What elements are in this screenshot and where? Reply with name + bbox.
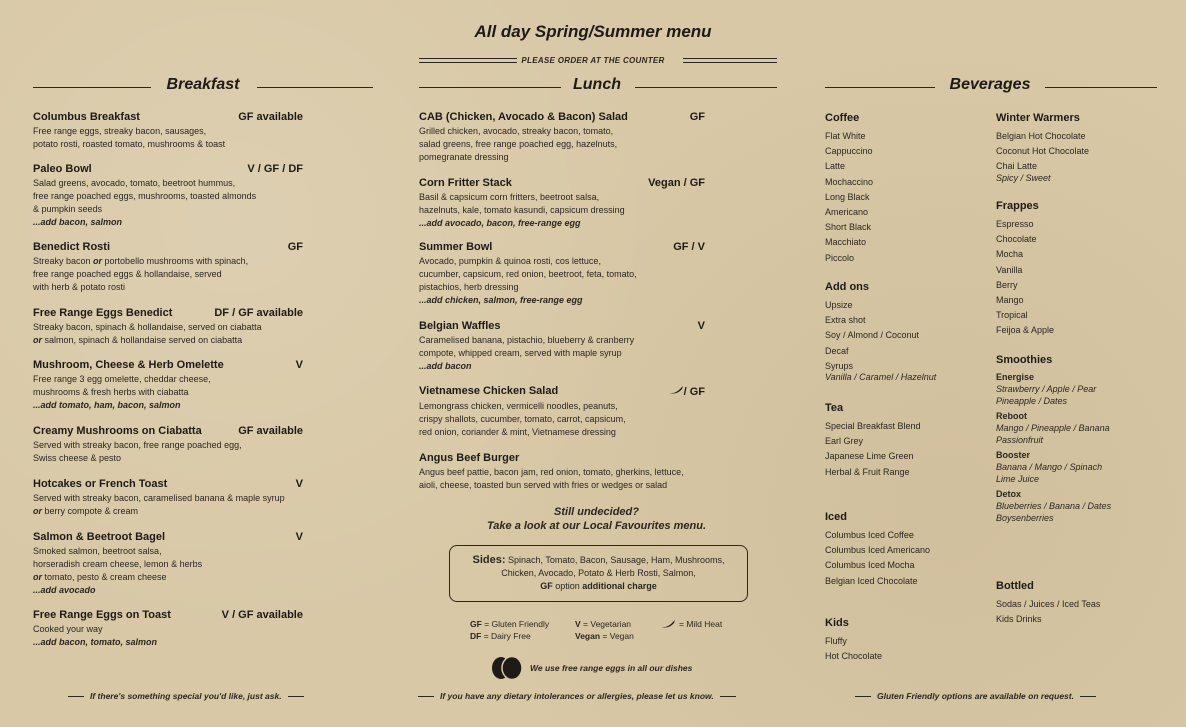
item-dietary-tag: V	[295, 531, 303, 543]
item-dietary-tag: GF available	[238, 111, 303, 123]
item-header	[419, 241, 705, 254]
beverage-group	[825, 111, 873, 266]
item-description: pistachios, herb dressing	[419, 282, 519, 292]
menu-item	[419, 452, 705, 492]
item-tag	[222, 609, 303, 622]
beverage-group	[996, 111, 1089, 186]
item-tag	[668, 385, 705, 399]
beverage-item: Belgian Iced Chocolate	[825, 575, 918, 586]
item-header	[419, 452, 705, 465]
smoothie-ingredients: Boysenberries	[996, 512, 1054, 523]
menu-item	[33, 163, 303, 229]
beverage-item: Belgian Hot Chocolate	[996, 131, 1086, 141]
item-tag	[214, 307, 303, 320]
item-header	[33, 609, 303, 622]
legend-text: = Vegan	[602, 631, 634, 641]
item-tag	[296, 478, 303, 491]
smoothie-name: Booster	[996, 450, 1031, 460]
footer-text: If there's something special you'd like, just ask.	[90, 691, 282, 701]
beverage-item: Extra shot	[825, 315, 866, 326]
item-header	[33, 111, 303, 124]
item-description: crispy shallots, cucumber, tomato, carrot, capsicum,	[419, 414, 626, 424]
item-description: potato rosti, roasted tomato, mushrooms & toast	[33, 139, 226, 149]
undecided-line: Still undecided?	[554, 506, 639, 518]
charge-text: additional charge	[582, 581, 657, 591]
item-add-ons: ...add bacon, tomato, salmon	[33, 637, 158, 647]
item-description: Streaky bacon, spinach & hollandaise, served on ciabatta	[33, 322, 262, 332]
item-description: mushrooms & fresh herbs with ciabatta	[33, 387, 189, 397]
beverage-item: Cappuccino	[825, 146, 873, 157]
beverage-item: Americano	[825, 207, 869, 218]
eggs-note	[490, 656, 692, 680]
beverage-options: Spicy / Sweet	[996, 172, 1051, 183]
smoothie-ingredients: Passionfruit	[996, 434, 1044, 445]
item-add-ons: ...add avocado, bacon, free-range egg	[419, 218, 581, 228]
item-name: Hotcakes or French Toast	[33, 478, 168, 490]
item-name: Belgian Waffles	[419, 320, 501, 332]
divider	[257, 87, 373, 88]
item-dietary-tag: / GF	[683, 386, 705, 398]
item-dietary-tag: GF	[689, 111, 705, 123]
item-dietary-tag: V / GF available	[221, 609, 303, 621]
menu-item	[33, 478, 303, 518]
or-text: or	[33, 335, 42, 345]
item-name: Free Range Eggs Benedict	[33, 307, 173, 319]
smoothie-ingredients: Blueberries / Banana / Dates	[996, 501, 1112, 511]
or-text: or	[33, 506, 42, 516]
legend-gf-df	[470, 618, 549, 642]
item-name: Vietnamese Chicken Salad	[419, 385, 559, 397]
legend-v-vegan	[575, 618, 634, 642]
item-description: compote, whipped cream, served with maple syrup	[419, 348, 622, 358]
beverage-group-title: Frappes	[996, 200, 1039, 212]
order-note: PLEASE ORDER AT THE COUNTER	[521, 56, 665, 65]
legend-text: = Vegetarian	[583, 619, 632, 629]
sides-line: Spinach, Tomato, Bacon, Sausage, Ham, Mushrooms,	[508, 555, 725, 565]
divider	[33, 87, 151, 88]
beverage-group	[996, 199, 1054, 339]
beverage-group-title: Kids	[825, 617, 849, 629]
beverage-item: Macchiato	[825, 237, 867, 248]
item-tag	[247, 163, 303, 176]
item-description: or tomato, pesto & cream cheese	[33, 572, 167, 582]
item-description: Grilled chicken, avocado, streaky bacon, tomato,	[419, 126, 614, 136]
item-description: aioli, cheese, toasted bun served with fries or wedges or salad	[419, 480, 668, 490]
beverage-item: Espresso	[996, 219, 1034, 229]
item-dietary-tag: GF / V	[673, 241, 705, 253]
beverage-group	[996, 579, 1100, 627]
item-add-ons: ...add chicken, salmon, free-range egg	[419, 295, 583, 305]
item-description: hazelnuts, kale, tomato kasundi, capsicum dressing	[419, 205, 625, 215]
legend-key: GF	[470, 619, 482, 629]
beverage-item: Sodas / Juices / Iced Teas	[996, 599, 1101, 609]
beverage-item: Columbus Iced Coffee	[825, 530, 914, 540]
or-text: or	[33, 572, 42, 582]
beverage-item: Berry	[996, 279, 1018, 290]
beverage-group	[825, 280, 936, 385]
menu-item	[419, 241, 705, 307]
item-tag	[690, 111, 705, 124]
item-header	[419, 111, 705, 124]
footer-left	[68, 691, 304, 701]
divider	[683, 58, 777, 63]
item-description: Avocado, pumpkin & quinoa rosti, cos lettuce,	[419, 256, 601, 266]
item-tag	[238, 111, 303, 124]
item-name: Columbus Breakfast	[33, 111, 140, 123]
beverage-item: Special Breakfast Blend	[825, 421, 921, 431]
legend-key: Vegan	[575, 631, 601, 641]
beverage-item: Earl Grey	[825, 436, 864, 447]
item-description: with herb & potato rosti	[33, 282, 126, 292]
beverage-group-title: Coffee	[825, 112, 860, 124]
beverage-group-title: Add ons	[825, 281, 869, 293]
beverage-item: Flat White	[825, 131, 866, 141]
beverage-item: Columbus Iced Mocha	[825, 560, 915, 571]
item-description: or berry compote & cream	[33, 506, 139, 516]
beverage-group	[996, 353, 1111, 524]
item-header	[33, 307, 303, 320]
item-description: Basil & capsicum corn fritters, beetroot salsa,	[419, 192, 600, 202]
beverage-item: Hot Chocolate	[825, 651, 883, 662]
beverage-group-title: Bottled	[996, 580, 1034, 592]
legend-heat	[660, 618, 722, 630]
menu-item	[419, 385, 705, 439]
beverage-item: Mango	[996, 295, 1024, 306]
smoothie-ingredients: Lime Juice	[996, 473, 1040, 484]
section-title-beverages: Beverages	[949, 76, 1031, 93]
item-tag	[296, 359, 303, 372]
item-tag	[673, 241, 705, 254]
chili-icon	[660, 619, 676, 629]
item-name: Angus Beef Burger	[419, 452, 520, 464]
item-description: Salad greens, avocado, tomato, beetroot hummus,	[33, 178, 236, 188]
item-description: red onion, coriander & mint, Vietnamese dressing	[419, 427, 616, 437]
item-header	[419, 320, 705, 333]
smoothie-name: Energise	[996, 372, 1035, 382]
menu-item	[419, 111, 705, 164]
item-header	[33, 241, 303, 254]
beverage-item: Vanilla	[996, 264, 1023, 275]
item-name: Summer Bowl	[419, 241, 493, 253]
item-header	[419, 177, 705, 190]
beverage-item: Long Black	[825, 191, 870, 202]
beverage-group-title: Tea	[825, 402, 844, 414]
beverage-item: Short Black	[825, 222, 872, 233]
beverage-item: Tropical	[996, 310, 1028, 321]
item-name: Salmon & Beetroot Bagel	[33, 531, 166, 543]
divider	[1045, 87, 1157, 88]
beverage-group-title: Smoothies	[996, 354, 1053, 366]
item-dietary-tag: GF	[287, 241, 303, 253]
item-name: Corn Fritter Stack	[419, 177, 512, 189]
item-add-ons: ...add bacon, salmon	[33, 217, 123, 227]
legend-text: = Mild Heat	[679, 619, 723, 629]
beverage-item: Decaf	[825, 345, 849, 356]
eggs-text: We use free range eggs in all our dishes	[530, 663, 693, 673]
beverage-group-title: Winter Warmers	[996, 112, 1080, 124]
divider	[825, 87, 935, 88]
item-tag	[698, 320, 705, 333]
item-description: Free range eggs, streaky bacon, sausages,	[33, 126, 207, 136]
eggs-icon	[490, 656, 524, 680]
beverage-item: Upsize	[825, 300, 853, 310]
menu-item	[419, 320, 705, 373]
item-name: Mushroom, Cheese & Herb Omelette	[33, 359, 224, 371]
legend-text: = Gluten Friendly	[484, 619, 550, 629]
item-description: free range poached eggs, mushrooms, toasted almonds	[33, 191, 257, 201]
item-description: Lemongrass chicken, vermicelli noodles, peanuts,	[419, 401, 618, 411]
smoothie-ingredients: Banana / Mango / Spinach	[996, 462, 1103, 472]
beverage-group	[825, 616, 882, 664]
item-description: Caramelised banana, pistachio, blueberry & cranberry	[419, 335, 635, 345]
item-name: CAB (Chicken, Avocado & Bacon) Salad	[419, 111, 628, 123]
item-add-ons: ...add avocado	[33, 585, 96, 595]
item-tag	[648, 177, 705, 190]
item-header	[33, 531, 303, 544]
item-description: & pumpkin seeds	[33, 204, 103, 214]
item-header	[33, 425, 303, 438]
item-header	[33, 478, 303, 491]
item-header	[419, 385, 705, 399]
item-dietary-tag: GF available	[238, 425, 303, 437]
divider	[635, 87, 777, 88]
menu-item	[33, 307, 303, 347]
beverage-item: Syrups	[825, 360, 854, 371]
footer-text: Gluten Friendly options are available on request.	[877, 691, 1074, 701]
beverage-item: Mocha	[996, 249, 1024, 260]
menu-item	[33, 111, 303, 151]
beverage-item: Feijoa & Apple	[996, 325, 1055, 336]
item-description: Smoked salmon, beetroot salsa,	[33, 546, 162, 556]
item-dietary-tag: V / GF / DF	[247, 163, 303, 175]
item-dietary-tag: V	[697, 320, 705, 332]
item-name: Paleo Bowl	[33, 163, 92, 175]
item-dietary-tag: DF / GF available	[214, 307, 303, 319]
item-description: Served with streaky bacon, free range poached egg,	[33, 440, 242, 450]
beverage-item: Kids Drinks	[996, 614, 1042, 625]
item-dietary-tag: Vegan / GF	[648, 177, 705, 189]
section-title-breakfast: Breakfast	[166, 76, 240, 93]
beverage-item: Coconut Hot Chocolate	[996, 146, 1090, 157]
smoothie-ingredients: Pineapple / Dates	[996, 395, 1068, 406]
footer-right	[855, 691, 1096, 701]
beverage-item: Chai Latte	[996, 161, 1038, 172]
beverage-item: Soy / Almond / Coconut	[825, 330, 920, 341]
item-tag	[288, 241, 303, 254]
item-description: Streaky bacon or portobello mushrooms with spinach,	[33, 256, 249, 266]
legend-text: = Dairy Free	[483, 631, 531, 641]
beverage-item: Mochaccino	[825, 176, 874, 187]
item-name: Creamy Mushrooms on Ciabatta	[33, 425, 202, 437]
or-text: or	[93, 256, 103, 266]
beverage-item: Piccolo	[825, 252, 855, 263]
beverage-item: Columbus Iced Americano	[825, 545, 931, 556]
legend-key: V	[575, 619, 581, 629]
option-text: option	[555, 581, 580, 591]
smoothie-ingredients: Mango / Pineapple / Banana	[996, 423, 1110, 433]
menu-title: All day Spring/Summer menu	[474, 22, 712, 41]
beverage-item: Herbal & Fruit Range	[825, 466, 910, 477]
menu-item	[33, 425, 303, 465]
beverage-item: Chocolate	[996, 234, 1037, 245]
beverage-group-title: Iced	[825, 511, 848, 523]
item-description: cucumber, capsicum, red onion, beetroot, feta, tomato,	[419, 269, 637, 279]
beverage-item: Fluffy	[825, 636, 847, 646]
local-favourites-note	[419, 505, 774, 533]
item-add-ons: ...add bacon	[419, 361, 472, 371]
menu-item	[33, 609, 303, 649]
footer-center	[418, 691, 736, 701]
item-dietary-tag: V	[295, 478, 303, 490]
divider	[419, 87, 561, 88]
item-description: pomegranate dressing	[419, 152, 509, 162]
item-name: Benedict Rosti	[33, 241, 111, 253]
footer-text: If you have any dietary intolerances or allergies, please let us know.	[440, 691, 714, 701]
smoothie-name: Detox	[996, 489, 1022, 499]
section-title-lunch: Lunch	[573, 76, 621, 93]
item-header	[33, 359, 303, 372]
item-description: free range poached eggs & hollandaise, served	[33, 269, 222, 279]
item-description: salad greens, free range poached egg, hazelnuts,	[419, 139, 618, 149]
menu-item	[33, 359, 303, 412]
item-name: Free Range Eggs on Toast	[33, 609, 171, 621]
item-add-ons: ...add tomato, ham, bacon, salmon	[33, 400, 181, 410]
sides-box	[449, 545, 748, 602]
item-description: horseradish cream cheese, lemon & herbs	[33, 559, 203, 569]
menu-item	[419, 177, 705, 230]
sides-label: Sides:	[472, 554, 506, 566]
item-description: Swiss cheese & pesto	[33, 453, 122, 463]
chili-icon	[668, 385, 684, 395]
menu-item	[33, 241, 303, 294]
beverage-options: Vanilla / Caramel / Hazelnut	[825, 372, 937, 383]
item-dietary-tag: V	[295, 359, 303, 371]
item-description: Cooked your way	[33, 624, 103, 634]
sides-line: Chicken, Avocado, Potato & Herb Rosti, Salmon,	[501, 568, 696, 578]
menu-item	[33, 531, 303, 597]
item-tag	[238, 425, 303, 438]
item-description: Served with streaky bacon, caramelised banana & maple syrup	[33, 493, 285, 503]
beverage-group	[825, 510, 930, 589]
item-header	[33, 163, 303, 176]
local-favourites-line: Take a look at our Local Favourites menu.	[486, 520, 707, 532]
beverage-item: Japanese Lime Green	[825, 451, 914, 462]
smoothie-ingredients: Strawberry / Apple / Pear	[996, 384, 1097, 394]
legend-key: DF	[470, 631, 482, 641]
item-description: Angus beef pattie, bacon jam, red onion, tomato, gherkins, lettuce,	[419, 467, 684, 477]
item-description: or salmon, spinach & hollandaise served on ciabatta	[33, 335, 243, 345]
beverage-item: Latte	[825, 161, 846, 172]
smoothie-name: Reboot	[996, 411, 1027, 421]
item-description: Free range 3 egg omelette, cheddar cheese,	[33, 374, 211, 384]
item-tag	[296, 531, 303, 544]
beverage-group	[825, 401, 921, 480]
gf-label: GF	[540, 581, 553, 591]
